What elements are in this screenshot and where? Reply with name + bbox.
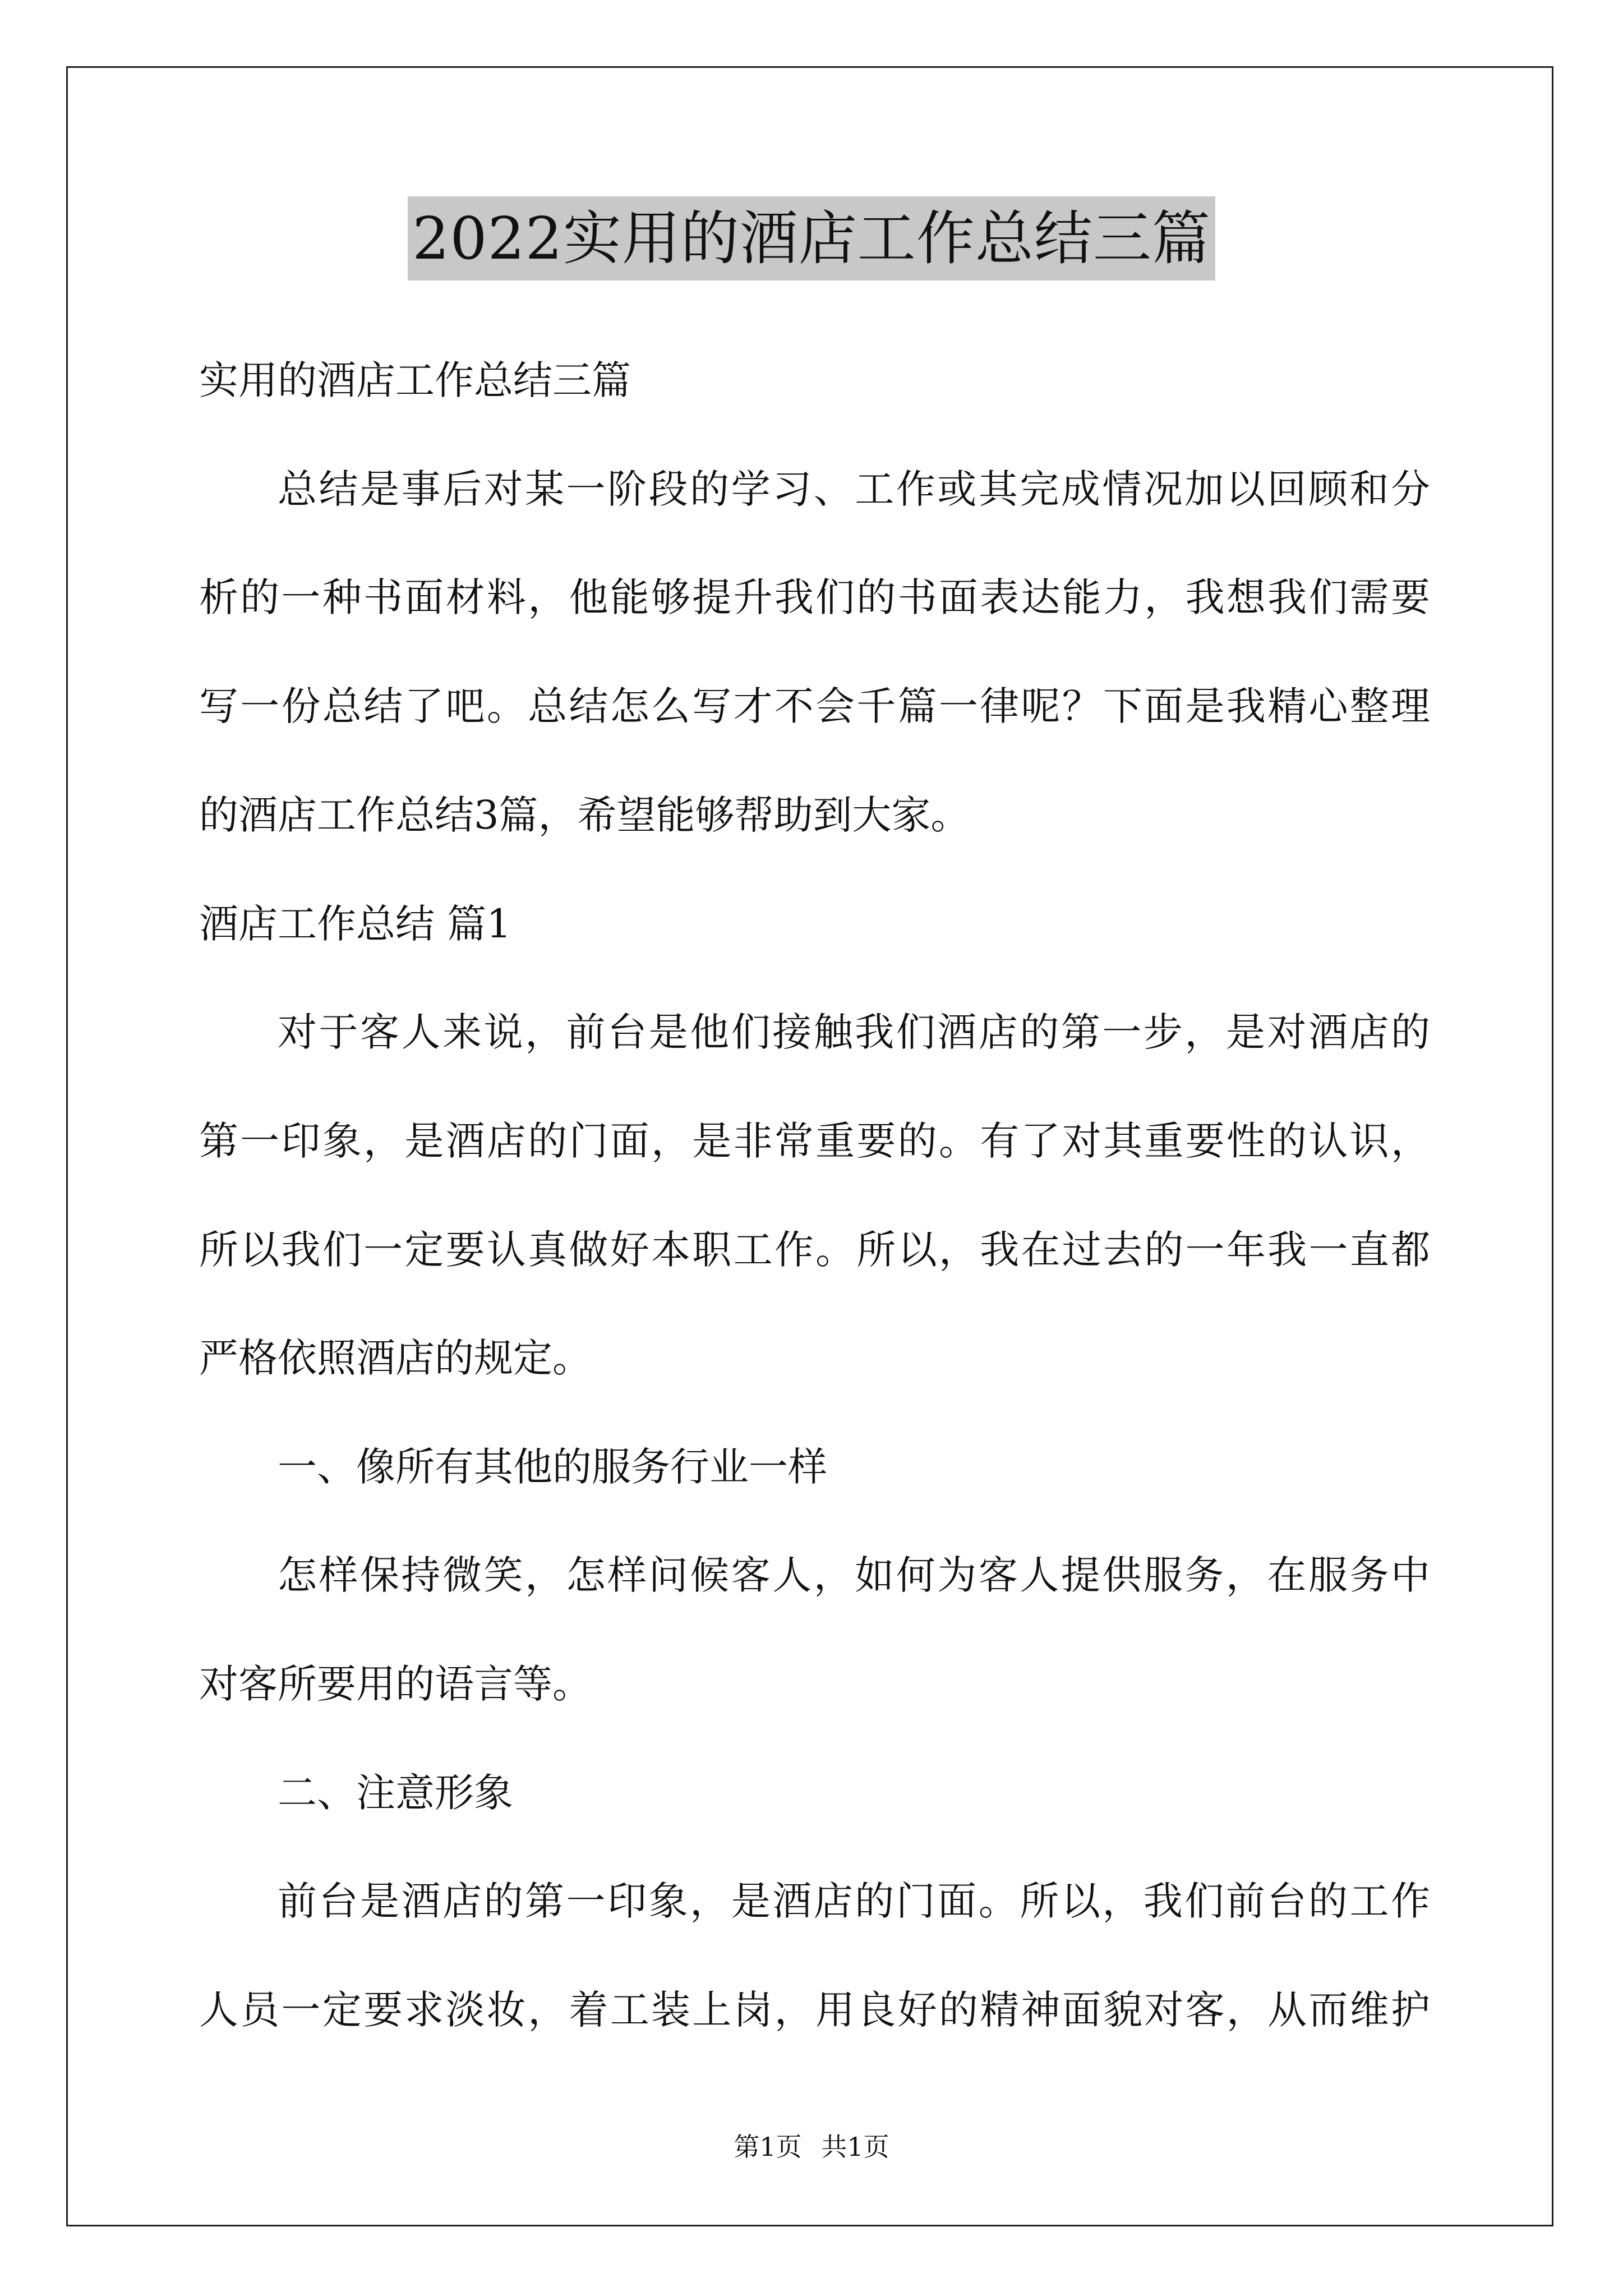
page-number-current: 第1页 <box>734 2132 802 2162</box>
subsection-heading: 一、像所有其他的服务行业一样 <box>278 1444 827 1490</box>
paragraph-line: 所以我们一定要认真做好本职工作。所以，我在过去的一年我一直都 <box>199 1227 1430 1273</box>
paragraph-line: 析的一种书面材料，他能够提升我们的书面表达能力，我想我们需要 <box>199 574 1430 620</box>
subtitle-line: 实用的酒店工作总结三篇 <box>199 357 631 403</box>
page-footer <box>0 2130 1623 2164</box>
title-container <box>0 196 1623 280</box>
section-heading: 酒店工作总结 篇1 <box>199 901 511 947</box>
paragraph-line: 对客所要用的语言等。 <box>199 1661 592 1707</box>
paragraph-line: 的酒店工作总结3篇，希望能够帮助到大家。 <box>199 792 970 838</box>
paragraph-line: 严格依照酒店的规定。 <box>199 1335 592 1381</box>
document-title: 2022实用的酒店工作总结三篇 <box>408 196 1215 280</box>
paragraph-line: 前台是酒店的第一印象，是酒店的门面。所以，我们前台的工作 <box>278 1878 1430 1924</box>
page-number-total: 共1页 <box>821 2132 889 2162</box>
paragraph-line: 对于客人来说，前台是他们接触我们酒店的第一步，是对酒店的 <box>278 1009 1430 1055</box>
paragraph-line: 写一份总结了吧。总结怎么写才不会千篇一律呢？下面是我精心整理 <box>199 683 1430 729</box>
subsection-heading: 二、注意形象 <box>278 1770 513 1816</box>
paragraph-line: 人员一定要求淡妆，着工装上岗，用良好的精神面貌对客，从而维护 <box>199 1987 1430 2033</box>
paragraph-line: 怎样保持微笑，怎样问候客人，如何为客人提供服务，在服务中 <box>278 1552 1430 1598</box>
paragraph-line: 第一印象，是酒店的门面，是非常重要的。有了对其重要性的认识， <box>199 1118 1430 1164</box>
paragraph-line: 总结是事后对某一阶段的学习、工作或其完成情况加以回顾和分 <box>278 466 1430 512</box>
